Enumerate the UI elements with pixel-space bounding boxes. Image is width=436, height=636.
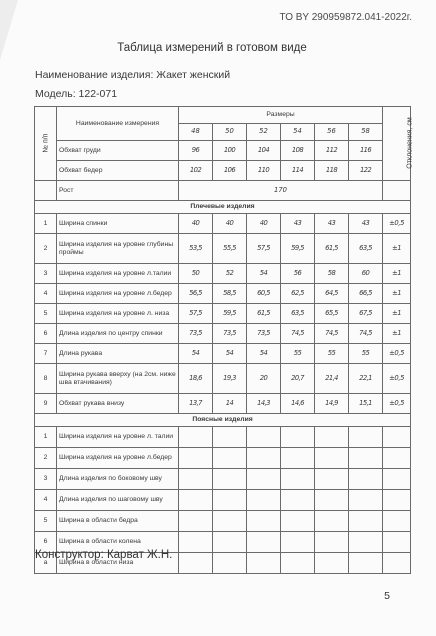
empty-deviation-cell bbox=[383, 448, 411, 469]
measurement-value: 73,5 bbox=[247, 324, 281, 344]
measurement-name: Ширина рукава вверху (на 2см. ниже шва втачивания) bbox=[57, 364, 179, 394]
base-value: 118 bbox=[315, 161, 349, 181]
empty-value-cell bbox=[179, 427, 213, 448]
waist-row bbox=[35, 469, 411, 490]
empty-value-cell bbox=[315, 511, 349, 532]
empty-value-cell bbox=[247, 427, 281, 448]
shoulder-row bbox=[35, 284, 411, 304]
measurement-value: 59,5 bbox=[281, 234, 315, 264]
deviation-value: ±1 bbox=[383, 304, 411, 324]
empty-value-cell bbox=[213, 553, 247, 574]
measurement-value: 65,5 bbox=[315, 304, 349, 324]
measurement-name: Ширина изделия на уровне глубины проймы bbox=[57, 234, 179, 264]
deviation-value: ±0,5 bbox=[383, 364, 411, 394]
measurement-value: 59,5 bbox=[213, 304, 247, 324]
empty-value-cell bbox=[179, 511, 213, 532]
empty-value-cell bbox=[247, 469, 281, 490]
measurement-value: 73,5 bbox=[213, 324, 247, 344]
measurement-value: 55 bbox=[281, 344, 315, 364]
empty-value-cell bbox=[315, 532, 349, 553]
row-number: 3 bbox=[35, 264, 57, 284]
size-header: 58 bbox=[349, 124, 383, 141]
measurement-table bbox=[34, 106, 414, 574]
measurement-value: 40 bbox=[179, 214, 213, 234]
shoulder-row bbox=[35, 324, 411, 344]
rost-value: 170 bbox=[179, 181, 383, 201]
measurement-value: 56,5 bbox=[179, 284, 213, 304]
empty-value-cell bbox=[281, 532, 315, 553]
measurement-value: 66,5 bbox=[349, 284, 383, 304]
measurement-value: 40 bbox=[213, 214, 247, 234]
empty-value-cell bbox=[315, 490, 349, 511]
empty-deviation-cell bbox=[383, 532, 411, 553]
shoulder-row bbox=[35, 214, 411, 234]
row-number: 3 bbox=[35, 469, 57, 490]
measurement-name: Длина изделия по боковому шву bbox=[57, 469, 179, 490]
empty-value-cell bbox=[179, 490, 213, 511]
waist-row bbox=[35, 490, 411, 511]
measurement-value: 43 bbox=[281, 214, 315, 234]
model-number: Модель: 122-071 bbox=[35, 88, 118, 100]
empty-value-cell bbox=[179, 532, 213, 553]
column-header-sizes: Размеры bbox=[179, 107, 383, 124]
measurement-name: Ширина изделия на уровне л.талии bbox=[57, 264, 179, 284]
row-number: 4 bbox=[35, 490, 57, 511]
measurement-value: 20 bbox=[247, 364, 281, 394]
measurement-value: 54 bbox=[179, 344, 213, 364]
measurement-value: 43 bbox=[349, 214, 383, 234]
measurement-name: Обхват рукава внизу bbox=[57, 394, 179, 414]
base-value: 100 bbox=[213, 141, 247, 161]
waist-row bbox=[35, 448, 411, 469]
measurement-value: 14,9 bbox=[315, 394, 349, 414]
measurement-value: 55,5 bbox=[213, 234, 247, 264]
deviation-value: ±1 bbox=[383, 264, 411, 284]
empty-value-cell bbox=[179, 469, 213, 490]
row-number: 6 bbox=[35, 324, 57, 344]
shoulder-row bbox=[35, 234, 411, 264]
waist-row bbox=[35, 427, 411, 448]
measurement-name: Ширина в области низа bbox=[57, 553, 179, 574]
empty-value-cell bbox=[213, 448, 247, 469]
measurement-name: Ширина в области колена bbox=[57, 532, 179, 553]
row-number: 5 bbox=[35, 304, 57, 324]
empty-deviation-cell bbox=[383, 511, 411, 532]
empty-value-cell bbox=[179, 553, 213, 574]
row-number: 7 bbox=[35, 344, 57, 364]
rost-label: Рост bbox=[57, 181, 179, 201]
row-number: 6 bbox=[35, 532, 57, 553]
empty-value-cell bbox=[315, 427, 349, 448]
measurement-name: Ширина изделия на уровне л. талии bbox=[57, 427, 179, 448]
empty-value-cell bbox=[349, 532, 383, 553]
empty-value-cell bbox=[349, 511, 383, 532]
measurement-value: 54 bbox=[213, 344, 247, 364]
empty-deviation-cell bbox=[383, 469, 411, 490]
base-value: 106 bbox=[213, 161, 247, 181]
measurement-name: Ширина изделия на уровне л. низа bbox=[57, 304, 179, 324]
measurement-name: Ширина изделия на уровне л.бедер bbox=[57, 448, 179, 469]
measurement-name: Длина изделия по шаговому шву bbox=[57, 490, 179, 511]
empty-value-cell bbox=[213, 469, 247, 490]
measurement-value: 21,4 bbox=[315, 364, 349, 394]
measurement-value: 52 bbox=[213, 264, 247, 284]
rost-number-cell bbox=[35, 181, 57, 201]
row-number: 1 bbox=[35, 427, 57, 448]
measurement-value: 54 bbox=[247, 264, 281, 284]
empty-value-cell bbox=[247, 511, 281, 532]
measurement-value: 61,5 bbox=[247, 304, 281, 324]
empty-value-cell bbox=[349, 448, 383, 469]
measurement-value: 54 bbox=[247, 344, 281, 364]
empty-value-cell bbox=[179, 448, 213, 469]
deviation-value: ±1 bbox=[383, 324, 411, 344]
empty-value-cell bbox=[213, 532, 247, 553]
measurement-name: Ширина спинки bbox=[57, 214, 179, 234]
measurement-value: 15,1 bbox=[349, 394, 383, 414]
deviation-value: ±1 bbox=[383, 234, 411, 264]
empty-value-cell bbox=[213, 427, 247, 448]
row-number: 5 bbox=[35, 511, 57, 532]
column-header-number: № п/п bbox=[35, 107, 57, 181]
measurement-value: 50 bbox=[179, 264, 213, 284]
deviation-value: ±1 bbox=[383, 284, 411, 304]
measurement-value: 40 bbox=[247, 214, 281, 234]
empty-value-cell bbox=[281, 469, 315, 490]
row-number: a bbox=[35, 553, 57, 574]
empty-deviation-cell bbox=[383, 490, 411, 511]
empty-value-cell bbox=[281, 553, 315, 574]
document-number: ТО BY 290959872.041-2022г. bbox=[279, 12, 412, 23]
measurement-name: Длина изделия по центру спинки bbox=[57, 324, 179, 344]
shoulder-row bbox=[35, 304, 411, 324]
base-row-name: Обхват груди bbox=[57, 141, 179, 161]
shoulder-row bbox=[35, 264, 411, 284]
measurement-value: 18,6 bbox=[179, 364, 213, 394]
constructor-signature: Конструктор: Карват Ж.Н. bbox=[35, 549, 173, 561]
empty-value-cell bbox=[247, 448, 281, 469]
empty-value-cell bbox=[315, 553, 349, 574]
empty-value-cell bbox=[281, 511, 315, 532]
measurement-value: 19,3 bbox=[213, 364, 247, 394]
measurement-value: 56 bbox=[281, 264, 315, 284]
deviation-value: ±0,5 bbox=[383, 344, 411, 364]
base-value: 122 bbox=[349, 161, 383, 181]
empty-value-cell bbox=[281, 448, 315, 469]
measurement-value: 63,5 bbox=[281, 304, 315, 324]
shoulder-row bbox=[35, 344, 411, 364]
measurement-value: 20,7 bbox=[281, 364, 315, 394]
empty-value-cell bbox=[213, 490, 247, 511]
measurement-value: 55 bbox=[315, 344, 349, 364]
shoulder-row bbox=[35, 364, 411, 394]
measurement-value: 13,7 bbox=[179, 394, 213, 414]
empty-value-cell bbox=[247, 553, 281, 574]
base-value: 114 bbox=[281, 161, 315, 181]
size-header: 48 bbox=[179, 124, 213, 141]
deviation-value: ±0,5 bbox=[383, 214, 411, 234]
column-header-name: Наименование измерения bbox=[57, 107, 179, 141]
measurement-value: 43 bbox=[315, 214, 349, 234]
measurement-value: 60 bbox=[349, 264, 383, 284]
rost-deviation-cell bbox=[383, 181, 411, 201]
empty-value-cell bbox=[213, 511, 247, 532]
page-number: 5 bbox=[384, 590, 390, 602]
waist-row bbox=[35, 511, 411, 532]
empty-deviation-cell bbox=[383, 553, 411, 574]
measurement-value: 62,5 bbox=[281, 284, 315, 304]
empty-value-cell bbox=[247, 532, 281, 553]
base-row-name: Обхват бедер bbox=[57, 161, 179, 181]
measurement-value: 14,6 bbox=[281, 394, 315, 414]
empty-value-cell bbox=[349, 469, 383, 490]
measurement-value: 63,5 bbox=[349, 234, 383, 264]
empty-value-cell bbox=[315, 469, 349, 490]
measurement-value: 58,5 bbox=[213, 284, 247, 304]
empty-value-cell bbox=[315, 448, 349, 469]
measurement-value: 67,5 bbox=[349, 304, 383, 324]
size-header: 52 bbox=[247, 124, 281, 141]
measurement-name: Ширина изделия на уровне л.бедер bbox=[57, 284, 179, 304]
row-number: 1 bbox=[35, 214, 57, 234]
section-title-shoulder: Плечевые изделия bbox=[35, 201, 411, 214]
base-value: 102 bbox=[179, 161, 213, 181]
document-title: Таблица измерений в готовом виде bbox=[117, 42, 307, 54]
empty-deviation-cell bbox=[383, 427, 411, 448]
measurement-value: 61,5 bbox=[315, 234, 349, 264]
size-header: 54 bbox=[281, 124, 315, 141]
section-title-waist: Поясные изделия bbox=[35, 414, 411, 427]
measurement-value: 14 bbox=[213, 394, 247, 414]
base-value: 96 bbox=[179, 141, 213, 161]
empty-value-cell bbox=[349, 553, 383, 574]
deviation-value: ±0,5 bbox=[383, 394, 411, 414]
row-number: 8 bbox=[35, 364, 57, 394]
measurement-value: 55 bbox=[349, 344, 383, 364]
measurement-value: 74,5 bbox=[349, 324, 383, 344]
product-name: Наименование изделия: Жакет женский bbox=[35, 69, 231, 81]
measurement-value: 14,3 bbox=[247, 394, 281, 414]
row-number: 2 bbox=[35, 448, 57, 469]
measurement-value: 60,5 bbox=[247, 284, 281, 304]
base-value: 116 bbox=[349, 141, 383, 161]
measurement-value: 57,5 bbox=[247, 234, 281, 264]
empty-value-cell bbox=[349, 427, 383, 448]
base-value: 108 bbox=[281, 141, 315, 161]
size-header: 56 bbox=[315, 124, 349, 141]
row-number: 4 bbox=[35, 284, 57, 304]
base-value: 104 bbox=[247, 141, 281, 161]
measurement-name: Ширина в области бедра bbox=[57, 511, 179, 532]
measurement-value: 22,1 bbox=[349, 364, 383, 394]
empty-value-cell bbox=[247, 490, 281, 511]
measurement-value: 73,5 bbox=[179, 324, 213, 344]
row-number: 9 bbox=[35, 394, 57, 414]
measurement-value: 57,5 bbox=[179, 304, 213, 324]
empty-value-cell bbox=[281, 427, 315, 448]
base-value: 110 bbox=[247, 161, 281, 181]
empty-value-cell bbox=[349, 490, 383, 511]
measurement-value: 58 bbox=[315, 264, 349, 284]
measurement-name: Длина рукава bbox=[57, 344, 179, 364]
row-number: 2 bbox=[35, 234, 57, 264]
column-header-deviation: Отклонения, см bbox=[383, 107, 411, 181]
measurement-value: 53,5 bbox=[179, 234, 213, 264]
measurement-value: 64,5 bbox=[315, 284, 349, 304]
measurement-value: 74,5 bbox=[315, 324, 349, 344]
shoulder-row bbox=[35, 394, 411, 414]
measurement-value: 74,5 bbox=[281, 324, 315, 344]
empty-value-cell bbox=[281, 490, 315, 511]
base-value: 112 bbox=[315, 141, 349, 161]
size-header: 50 bbox=[213, 124, 247, 141]
